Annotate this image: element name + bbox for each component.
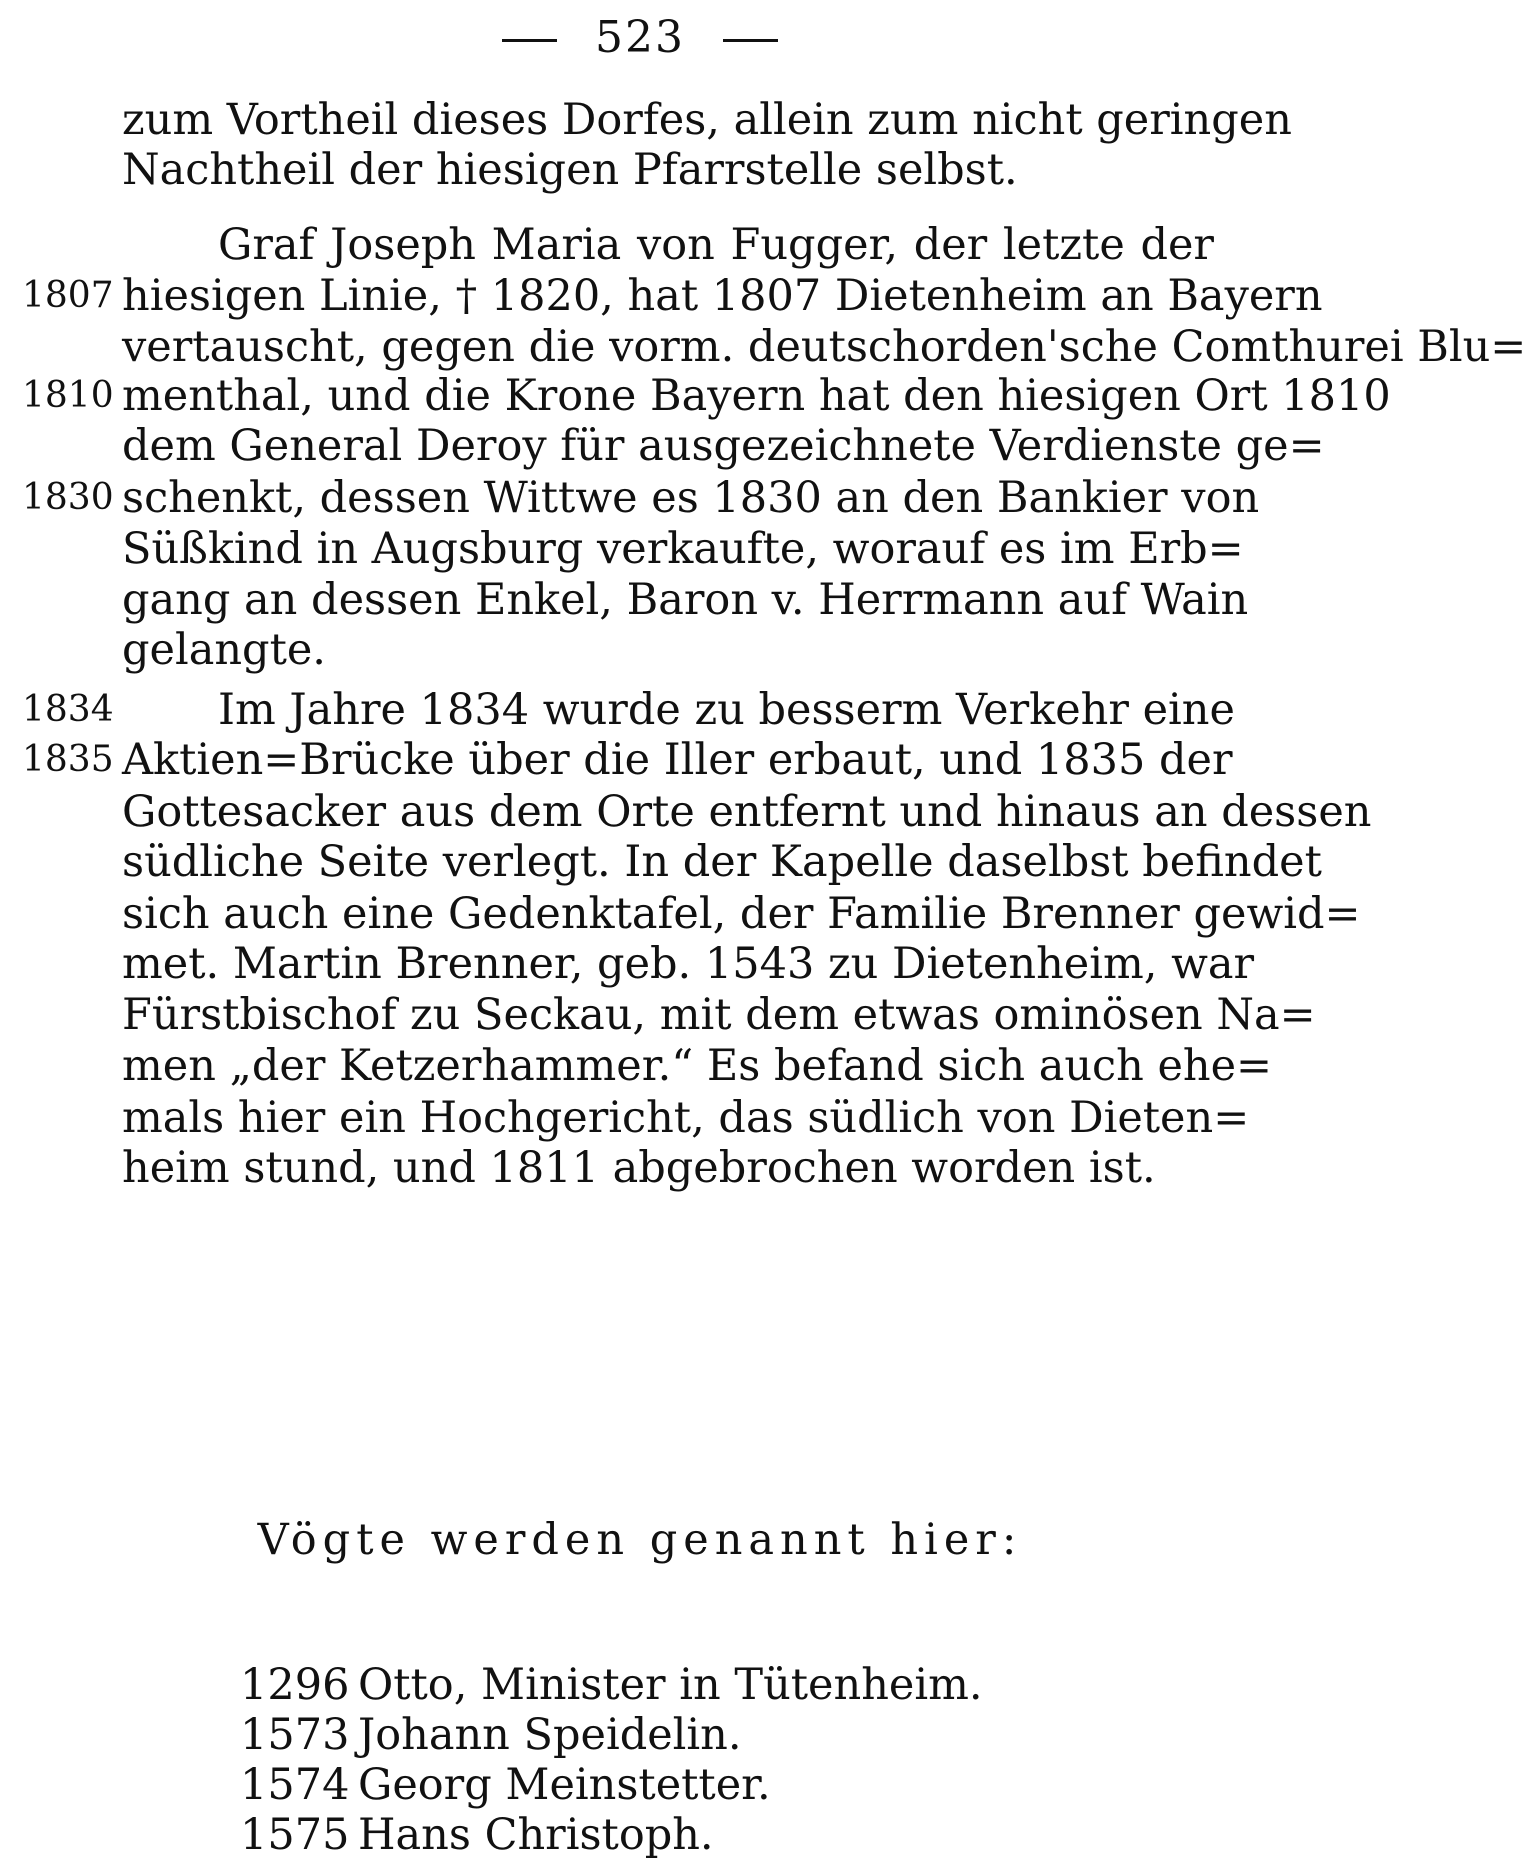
text-line: Nachtheil der hiesigen Pfarrstelle selbst. — [122, 145, 1018, 195]
text-line: südliche Seite verlegt. In der Kapelle daselbst befindet — [122, 837, 1322, 887]
vogt-name: Hans Christoph. — [358, 1810, 714, 1860]
text-line: vertauscht, gegen die vorm. deutschorden'sche Comthurei Blu= — [122, 322, 1526, 372]
margin-year: 1830 — [22, 477, 114, 518]
text-line: Aktien=Brücke über die Iller erbaut, und 1835 der — [122, 735, 1233, 785]
text-line: Süßkind in Augsburg verkaufte, worauf es im Erb= — [122, 524, 1244, 574]
margin-year: 1835 — [22, 739, 114, 780]
vogt-year: 1575 — [240, 1810, 350, 1860]
margin-year: 1810 — [22, 375, 114, 416]
page-header — [0, 12, 1280, 63]
vogt-year: 1573 — [240, 1710, 350, 1760]
header-dash-left — [502, 39, 557, 42]
header-dash-right — [723, 39, 778, 42]
vogt-year: 1296 — [240, 1660, 350, 1710]
text-line: Im Jahre 1834 wurde zu besserm Verkehr eine — [218, 685, 1235, 735]
text-line: Graf Joseph Maria von Fugger, der letzte der — [218, 220, 1214, 270]
vogt-year: 1574 — [240, 1760, 350, 1810]
text-line: gelangte. — [122, 625, 326, 675]
text-line: men „der Ketzerhammer.“ Es befand sich auch ehe= — [122, 1041, 1273, 1091]
list-item — [240, 1805, 714, 1865]
text-line: menthal, und die Krone Bayern hat den hiesigen Ort 1810 — [122, 371, 1391, 421]
margin-year: 1834 — [22, 689, 114, 730]
text-line: hiesigen Linie, † 1820, hat 1807 Dietenheim an Bayern — [122, 271, 1323, 321]
text-line: met. Martin Brenner, geb. 1543 zu Dietenheim, war — [122, 939, 1255, 989]
text-line: sich auch eine Gedenktafel, der Familie Brenner gewid= — [122, 889, 1361, 939]
section-title: Vögte werden genannt hier: — [257, 1515, 1023, 1565]
vogt-name: Otto, Minister in Tütenheim. — [358, 1660, 983, 1710]
page-number: 523 — [595, 12, 685, 63]
text-line: heim stund, und 1811 abgebrochen worden ist. — [122, 1143, 1156, 1193]
text-line: Fürstbischof zu Seckau, mit dem etwas ominösen Na= — [122, 990, 1316, 1040]
text-line: mals hier ein Hochgericht, das südlich von Dieten= — [122, 1093, 1250, 1143]
text-line: schenkt, dessen Wittwe es 1830 an den Bankier von — [122, 473, 1260, 523]
text-line: dem General Deroy für ausgezeichnete Verdienste ge= — [122, 421, 1325, 471]
margin-year: 1807 — [22, 275, 114, 316]
vogt-name: Georg Meinstetter. — [358, 1760, 771, 1810]
text-line: zum Vortheil dieses Dorfes, allein zum nicht geringen — [122, 95, 1292, 145]
text-line: Gottesacker aus dem Orte entfernt und hinaus an dessen — [122, 787, 1372, 837]
vogt-name: Johann Speidelin. — [358, 1710, 742, 1760]
text-line: gang an dessen Enkel, Baron v. Herrmann auf Wain — [122, 575, 1249, 625]
